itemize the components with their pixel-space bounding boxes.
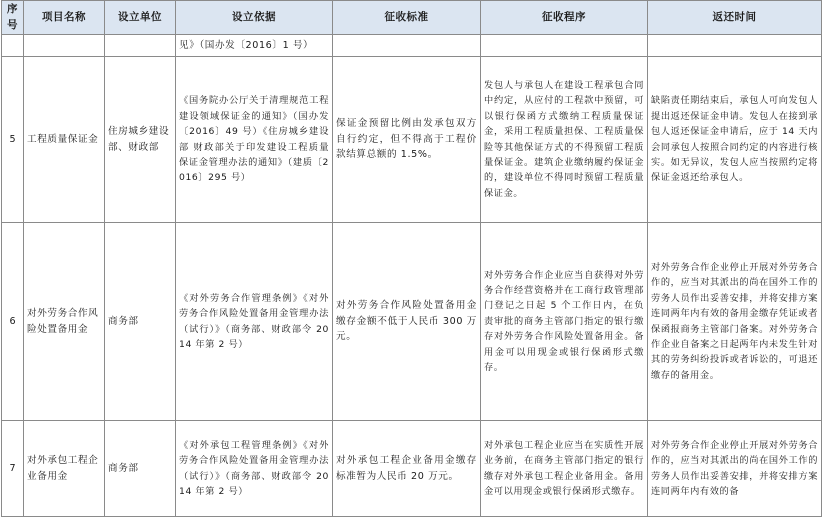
cell-procedure: 发包人与承包人在建设工程承包合同中约定，从应付的工程款中预留，可以银行保函方式缴纳工程质量保证金，采用工程质量担保、工程质量保险等其他保证方式的不得预留工程质量保证金。建筑企业缴纳履约保证金的，建设单位不得同时预留工程质量保证金。 [481,57,648,223]
header-name: 项目名称 [24,1,105,35]
cell-return-time: 对外劳务合作企业停止开展对外劳务合作的，应当对其派出的尚在国外工作的劳务人员作出妥善安排，并将安排方案连同两年内有效的备 [648,421,822,517]
header-procedure: 征收程序 [481,1,648,35]
table-row-continued [2,35,822,57]
table-row [2,57,822,223]
cell-basis [176,35,333,57]
cell-name [24,35,105,57]
cell-no: 5 [2,57,24,223]
cell-procedure [481,35,648,57]
cell-basis: 《对外承包工程管理条例》《对外劳务合作风险处置备用金管理办法（试行）》（商务部、财政部令 2014 年第 2 号） [176,421,333,517]
cell-standard: 对外劳务合作风险处置备用金缴存金额不低于人民币 300 万元。 [333,223,481,421]
table-row [2,421,822,517]
cell-name: 对外承包工程企业备用金 [24,421,105,517]
cell-standard [333,35,481,57]
cell-name: 工程质量保证金 [24,57,105,223]
cell-unit: 商务部 [105,421,176,517]
header-basis: 设立依据 [176,1,333,35]
cell-return-time: 缺陷责任期结束后，承包人可向发包人提出返还保证金申请。发包人在接到承包人返还保证金申请后，应于 14 天内会同承包人按照合同约定的内容进行核实。如无异议，发包人应当按照约定将保证金返还给承包人。 [648,57,822,223]
header-row [2,1,822,35]
cell-name: 对外劳务合作风险处置备用金 [24,223,105,421]
cell-basis: 《国务院办公厅关于清理规范工程建设领域保证金的通知》（国办发〔2016〕49 号）《住房城乡建设部 财政部关于印发建设工程质量保证金管理办法的通知》（建质〔2016〕295 号） [176,57,333,223]
cell-unit: 商务部 [105,223,176,421]
cell-standard: 对外承包工程企业备用金缴存标准暂为人民币 20 万元。 [333,421,481,517]
header-return-time: 返还时间 [648,1,822,35]
cell-standard: 保证金预留比例由发承包双方自行约定，但不得高于工程价款结算总额的 1.5%。 [333,57,481,223]
header-unit: 设立单位 [105,1,176,35]
basis-tail: 见》（国办发〔2016〕1 号） [179,39,314,51]
header-no: 序号 [2,1,24,35]
cell-no [2,35,24,57]
cell-procedure: 对外承包工程企业应当在实质性开展业务前，在商务主管部门指定的银行缴存对外承包工程企业备用金。备用金可以用现金或银行保函形式缴存。 [481,421,648,517]
table-row [2,223,822,421]
cell-no: 7 [2,421,24,517]
header-standard: 征收标准 [333,1,481,35]
cell-no: 6 [2,223,24,421]
cell-basis: 《对外劳务合作管理条例》《对外劳务合作风险处置备用金管理办法（试行）》（商务部、财政部令 2014 年第 2 号） [176,223,333,421]
fee-table [1,0,822,517]
cell-procedure: 对外劳务合作企业应当自获得对外劳务合作经营资格并在工商行政管理部门登记之日起 5 个工作日内，在负责审批的商务主管部门指定的银行缴存对外劳务合作风险处置备用金。备用金可以用现金或银行保函形式缴存。 [481,223,648,421]
cell-return-time: 对外劳务合作企业停止开展对外劳务合作的，应当对其派出的尚在国外工作的劳务人员作出妥善安排，并将安排方案连同两年内有效的备用金缴存凭证或者保函报商务主管部门备案。对外劳务合作企业自备案之日起两年内未发生针对其的劳务纠纷投诉或者诉讼的，可退还缴存的备用金。 [648,223,822,421]
cell-unit: 住房城乡建设部、财政部 [105,57,176,223]
cell-unit [105,35,176,57]
cell-return-time [648,35,822,57]
